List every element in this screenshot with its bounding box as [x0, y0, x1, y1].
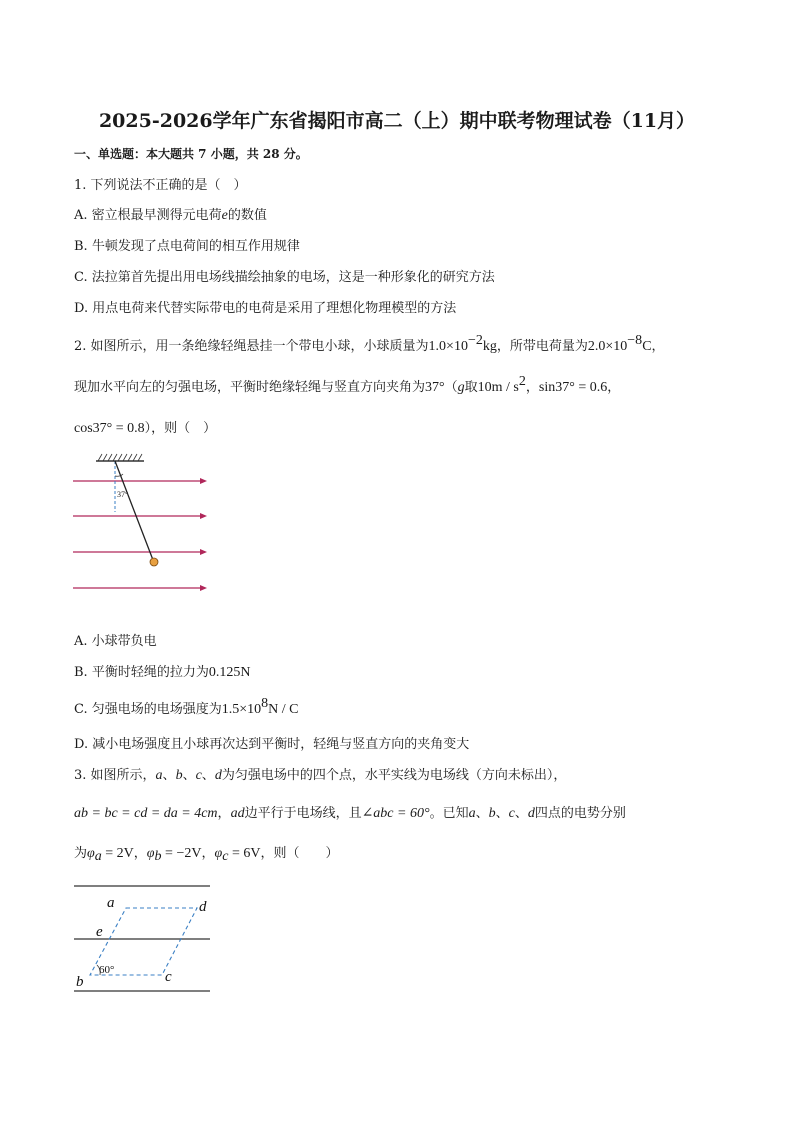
q2-stem-line-2 — [74, 374, 621, 395]
q3-var-d: d — [527, 806, 535, 821]
q3-phi-a-sub: a — [94, 849, 102, 864]
q3-eq-sides: ab = bc = cd = da = 4cm — [74, 806, 218, 821]
q1-option-a-suffix: 的数值 — [227, 208, 267, 223]
q2-mass: 1.0×10 — [428, 339, 468, 354]
q3-stem-line-3 — [74, 846, 339, 864]
q2-option-c-text: C. 匀强电场的电场强度为 — [74, 702, 222, 717]
q3-stem-line-1 — [74, 769, 566, 783]
page-title: 2025-2026学年广东省揭阳市高二（上）期中联考物理试卷（11月） — [98, 110, 696, 132]
q3-var-a: a — [155, 768, 163, 783]
q1-option-c[interactable]: C. 法拉第首先提出用电场线描绘抽象的电场，这是一种形象化的研究方法 — [74, 270, 495, 285]
angle-arc — [115, 474, 123, 476]
section-heading: 一、单选题：本大题共 7 小题，共 28 分。 — [74, 147, 308, 161]
q2-text: （ — [444, 380, 458, 395]
q3-var-c: c — [508, 806, 515, 821]
q2-text: 取 — [464, 380, 478, 395]
label-e: e — [96, 924, 103, 940]
q2-sin: sin37° = 0.6 — [538, 380, 608, 395]
q2-text: ），则（ ） — [144, 421, 217, 436]
q2-text: ， — [525, 380, 539, 395]
q2-text: 现加水平向左的匀强电场，平衡时绝缘轻绳与竖直方向夹角为 — [74, 380, 426, 395]
q1-option-b[interactable]: B. 牛顿发现了点电荷间的相互作用规律 — [74, 239, 300, 254]
q3-text: ， — [133, 846, 147, 861]
q3-text: ， — [217, 806, 231, 821]
q3-text: ，则（ ） — [260, 846, 339, 861]
q3-text: 3. 如图所示， — [74, 768, 156, 783]
q3-text: 、 — [495, 806, 509, 821]
field-lines — [73, 478, 207, 591]
q3-phi-c: φ — [214, 846, 223, 861]
q3-text: 为 — [74, 846, 88, 861]
q2-figure-angle-label: 37° — [117, 490, 129, 499]
q3-var-c: c — [195, 768, 202, 783]
q2-angle: 37° — [425, 380, 445, 395]
label-b: b — [76, 974, 84, 990]
q3-var-a: a — [468, 806, 476, 821]
q2-charge-exp: −8 — [627, 333, 643, 348]
q2-text: ， — [651, 339, 665, 354]
q3-text: 、 — [201, 768, 215, 783]
q3-text: 、 — [475, 806, 489, 821]
q3-text: 边平行于电场线，且 — [244, 806, 362, 821]
q3-text: 、 — [182, 768, 196, 783]
q2-g-exp: 2 — [518, 374, 526, 389]
charged-ball — [150, 558, 158, 566]
q2-stem-line-3 — [74, 422, 216, 436]
q3-var-ad: ad — [230, 806, 245, 821]
q3-eq-angle: ∠abc = 60° — [361, 806, 430, 821]
q2-mass-unit: kg — [482, 339, 497, 354]
q2-stem-line-1 — [74, 333, 665, 354]
q2-option-b-text: B. 平衡时轻绳的拉力为 — [74, 665, 209, 680]
q3-stem-line-2 — [74, 807, 626, 821]
field-arrow — [200, 549, 207, 555]
q1-var-e: e — [221, 208, 228, 223]
angle-label: 60° — [99, 964, 115, 976]
q3-var-d: d — [214, 768, 222, 783]
q2-option-b-value: 0.125N — [208, 665, 251, 680]
label-d: d — [199, 899, 207, 915]
label-a: a — [107, 895, 115, 911]
q2-cos: cos37° = 0.8 — [74, 421, 145, 436]
q2-charge-unit: C — [642, 339, 652, 354]
q3-text: 为匀强电场中的四个点，水平实线为电场线（方向未标出）， — [221, 768, 567, 783]
q3-phi-b-value: = −2V — [161, 846, 202, 861]
q3-text: 四点的电势分别 — [534, 806, 626, 821]
q3-phi-b-sub: b — [154, 849, 162, 864]
ceiling-hatch — [96, 454, 144, 461]
q2-option-c-value: 1.5×10 — [221, 702, 262, 717]
field-arrow — [200, 585, 207, 591]
q1-option-a[interactable] — [74, 209, 267, 223]
q3-phi-a-value: = 2V — [101, 846, 134, 861]
q3-figure — [70, 878, 215, 998]
q2-figure — [70, 450, 215, 595]
q3-var-b: b — [175, 768, 183, 783]
label-c: c — [165, 969, 172, 985]
q3-phi-c-value: = 6V — [228, 846, 261, 861]
q3-text: 、 — [514, 806, 528, 821]
q2-text: ， — [607, 380, 621, 395]
q2-option-c-unit: N / C — [268, 702, 299, 717]
q2-option-c[interactable] — [74, 696, 299, 717]
q2-text: ，所带电荷量为 — [496, 339, 588, 354]
q3-phi-a: φ — [87, 846, 95, 861]
rope — [115, 461, 153, 560]
q2-g-value: 10m / s — [477, 380, 519, 395]
field-arrow — [200, 478, 207, 484]
q2-text: 2. 如图所示，用一条绝缘轻绳悬挂一个带电小球，小球质量为 — [74, 339, 429, 354]
q3-var-b: b — [488, 806, 496, 821]
q1-option-d[interactable]: D. 用点电荷来代替实际带电的电荷是采用了理想化物理模型的方法 — [74, 301, 457, 316]
q3-phi-c-sub: c — [222, 849, 229, 864]
q2-option-c-exp: 8 — [261, 696, 269, 711]
q3-phi-b: φ — [146, 846, 155, 861]
q1-option-a-text: A. 密立根最早测得元电荷 — [74, 208, 222, 223]
q3-text: 、 — [162, 768, 176, 783]
q2-charge: 2.0×10 — [587, 339, 628, 354]
q2-option-a[interactable]: A. 小球带负电 — [74, 634, 157, 649]
q1-stem: 1. 下列说法不正确的是（ ） — [74, 178, 247, 193]
q2-mass-exp: −2 — [467, 333, 483, 348]
q3-text: 。已知 — [429, 806, 469, 821]
q3-text: ， — [201, 846, 215, 861]
q2-option-d[interactable]: D. 减小电场强度且小球再次达到平衡时，轻绳与竖直方向的夹角变大 — [74, 737, 470, 752]
q2-option-b[interactable] — [74, 666, 250, 680]
q2-var-g: g — [457, 380, 465, 395]
field-arrow — [200, 513, 207, 519]
